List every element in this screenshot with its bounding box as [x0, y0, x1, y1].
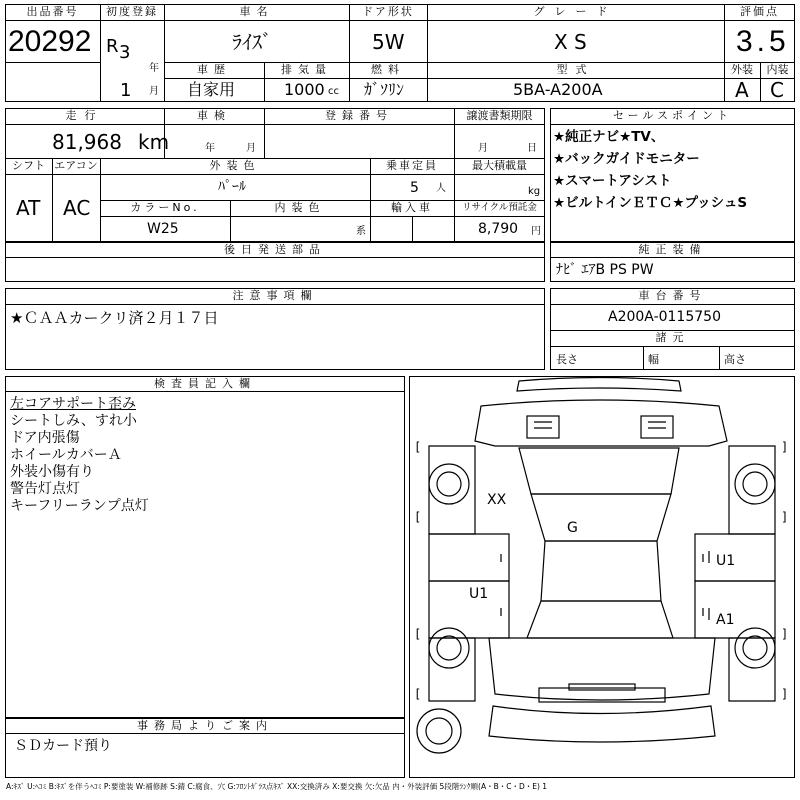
door-type: 5W [372, 30, 405, 54]
sales-points-list [553, 129, 747, 217]
exterior-grade: A [735, 78, 749, 102]
mileage-unit: km [138, 130, 170, 154]
interior-grade: C [770, 78, 784, 102]
inspector-item: シートしみ、すれ小 [10, 413, 137, 429]
shift-label: シフト [12, 159, 45, 172]
shift-value: AT [16, 196, 41, 220]
capacity-label: 乗車定員 [386, 159, 438, 172]
damage-mark-u1-right: U1 [716, 553, 736, 569]
exterior-label: 外装 [731, 63, 753, 76]
month-unit: 月 [149, 86, 159, 97]
inspection-year-unit: 年 [205, 143, 215, 154]
sales-point-item: ★スマートアシスト [553, 173, 672, 189]
recycle-unit: 円 [531, 226, 541, 237]
transfer-month: 月 [478, 143, 488, 154]
dims-label: 諸元 [655, 331, 690, 344]
sales-point-item: ★純正ナビ★TV、 [553, 129, 665, 145]
dims-length: 長さ [556, 353, 578, 366]
inspector-label: 検査員記入欄 [154, 377, 256, 390]
damage-mark-g: G [567, 520, 578, 536]
office-text: ＳＤカード預り [14, 738, 112, 754]
inspector-item: キーフリーランプ点灯 [10, 498, 149, 514]
load-label: 最大積載量 [472, 159, 527, 172]
car-name: ﾗｲｽﾞ [232, 30, 272, 54]
bracket-right-bottom: ] [781, 687, 789, 701]
displacement-label: 排気量 [281, 63, 332, 76]
dims-height: 高さ [724, 353, 746, 366]
year-unit: 年 [149, 63, 159, 74]
transfer-day: 日 [527, 143, 537, 154]
history-label: 車歴 [197, 63, 231, 76]
import-label: 輸入車 [391, 201, 433, 214]
sales-point-item: ★バックガイドモニター [553, 151, 700, 167]
ac-value: AC [63, 196, 91, 220]
interior-label: 内装 [766, 63, 789, 76]
grade-label: グレード [533, 5, 618, 18]
damage-mark-u1-left: U1 [469, 586, 489, 602]
fuel: ｶﾞｿﾘﾝ [364, 80, 405, 99]
inspector-item: ドア内張傷 [10, 430, 80, 446]
recycle-fee: 8,790 [478, 221, 519, 237]
sales-point-item: ★ビルトインＥＴＣ★プッシュS [553, 195, 748, 211]
bracket-right-mid: ] [781, 510, 789, 524]
damage-legend: A:ｷｽﾞ U:ﾍｺﾐ B:ｷｽﾞを伴うﾍｺﾐ P:要塗装 W:補修跡 S:錆 C:腐食、穴 G:ﾌﾛﾝﾄｶﾞﾗｽ点ｷｽﾞ XX:交換済み X:要交換 欠:欠品 内・外装評価 5段階ﾗﾝｸ順(A・B・C・D・E) 1 [6, 782, 548, 791]
inspector-item: ホイールカバーＡ [10, 447, 122, 463]
cc-unit: cc [328, 86, 339, 97]
fuel-label: 燃料 [371, 63, 405, 76]
inspector-item: 外装小傷有り [10, 464, 94, 480]
history: 自家用 [187, 80, 236, 99]
recycle-label: リサイクル預託金 [462, 202, 537, 213]
inspector-item: 左コアサポート歪み [10, 396, 136, 412]
lot-no: 20292 [8, 25, 92, 58]
bracket-right-low: ] [781, 627, 789, 641]
details-block [5, 108, 545, 242]
first-reg-month: 1 [120, 80, 132, 101]
bracket-left-bottom: [ [414, 687, 422, 701]
notes-text: ★ＣＡＡカークリ済２月１７日 [10, 309, 219, 327]
damage-mark-xx: XX [487, 492, 507, 508]
ac-label: エアコン [54, 159, 98, 172]
lot-no-label: 出品番号 [26, 5, 79, 18]
first-reg-label: 初度登録 [106, 5, 158, 18]
model-label: 型式 [556, 63, 595, 76]
grade: X S [554, 30, 587, 54]
mileage-label: 走行 [65, 109, 104, 122]
car-diagram [409, 376, 795, 778]
transfer-label: 譲渡書類期限 [466, 109, 533, 122]
load-unit: kg [528, 186, 541, 197]
int-color-label: 内装色 [274, 201, 326, 214]
door-label: ドア形状 [362, 5, 414, 18]
dims-width: 幅 [648, 353, 659, 366]
mileage: 81,968 [52, 130, 122, 154]
ext-color-label: 外装色 [209, 159, 261, 172]
chassis-no: A200A-0115750 [608, 309, 721, 325]
bracket-left-mid: [ [414, 510, 422, 524]
capacity: 5 [410, 180, 419, 196]
displacement: 1000 [284, 80, 325, 99]
notes-label: 注意事項欄 [232, 289, 318, 302]
inspection-label: 車検 [197, 109, 231, 122]
genuine-equipment: ﾅﾋﾞ ｴｱB PS PW [556, 262, 654, 278]
score-label: 評価点 [740, 5, 779, 18]
inspector-item: 警告灯点灯 [10, 481, 80, 497]
capacity-unit: 人 [436, 183, 446, 194]
damage-mark-a1: A1 [716, 612, 735, 628]
office-label: 事務局よりご案内 [137, 719, 273, 732]
first-reg-era: R [106, 36, 119, 57]
inspection-month-unit: 月 [246, 143, 256, 154]
chassis-label: 車台番号 [638, 289, 707, 302]
reg-no-label: 登録番号 [325, 109, 393, 122]
ext-color: ﾊﾟｰﾙ [218, 179, 246, 195]
int-color-unit: 系 [356, 226, 366, 237]
bracket-left-low: [ [414, 627, 422, 641]
bracket-left-top: [ [414, 440, 422, 454]
car-name-label: 車名 [239, 5, 274, 18]
first-reg-year: 3 [119, 42, 131, 63]
later-parts-label: 後日発送部品 [224, 243, 326, 256]
bracket-right-top: ] [781, 440, 789, 454]
color-no-label: カラーNo. [130, 201, 200, 214]
score: 3.5 [736, 25, 790, 58]
color-no: W25 [147, 221, 179, 237]
model-code: 5BA-A200A [513, 80, 603, 99]
genuine-label: 純正装備 [638, 243, 707, 256]
inspector-list [10, 396, 149, 515]
sales-points-label: セールスポイント [612, 109, 732, 122]
